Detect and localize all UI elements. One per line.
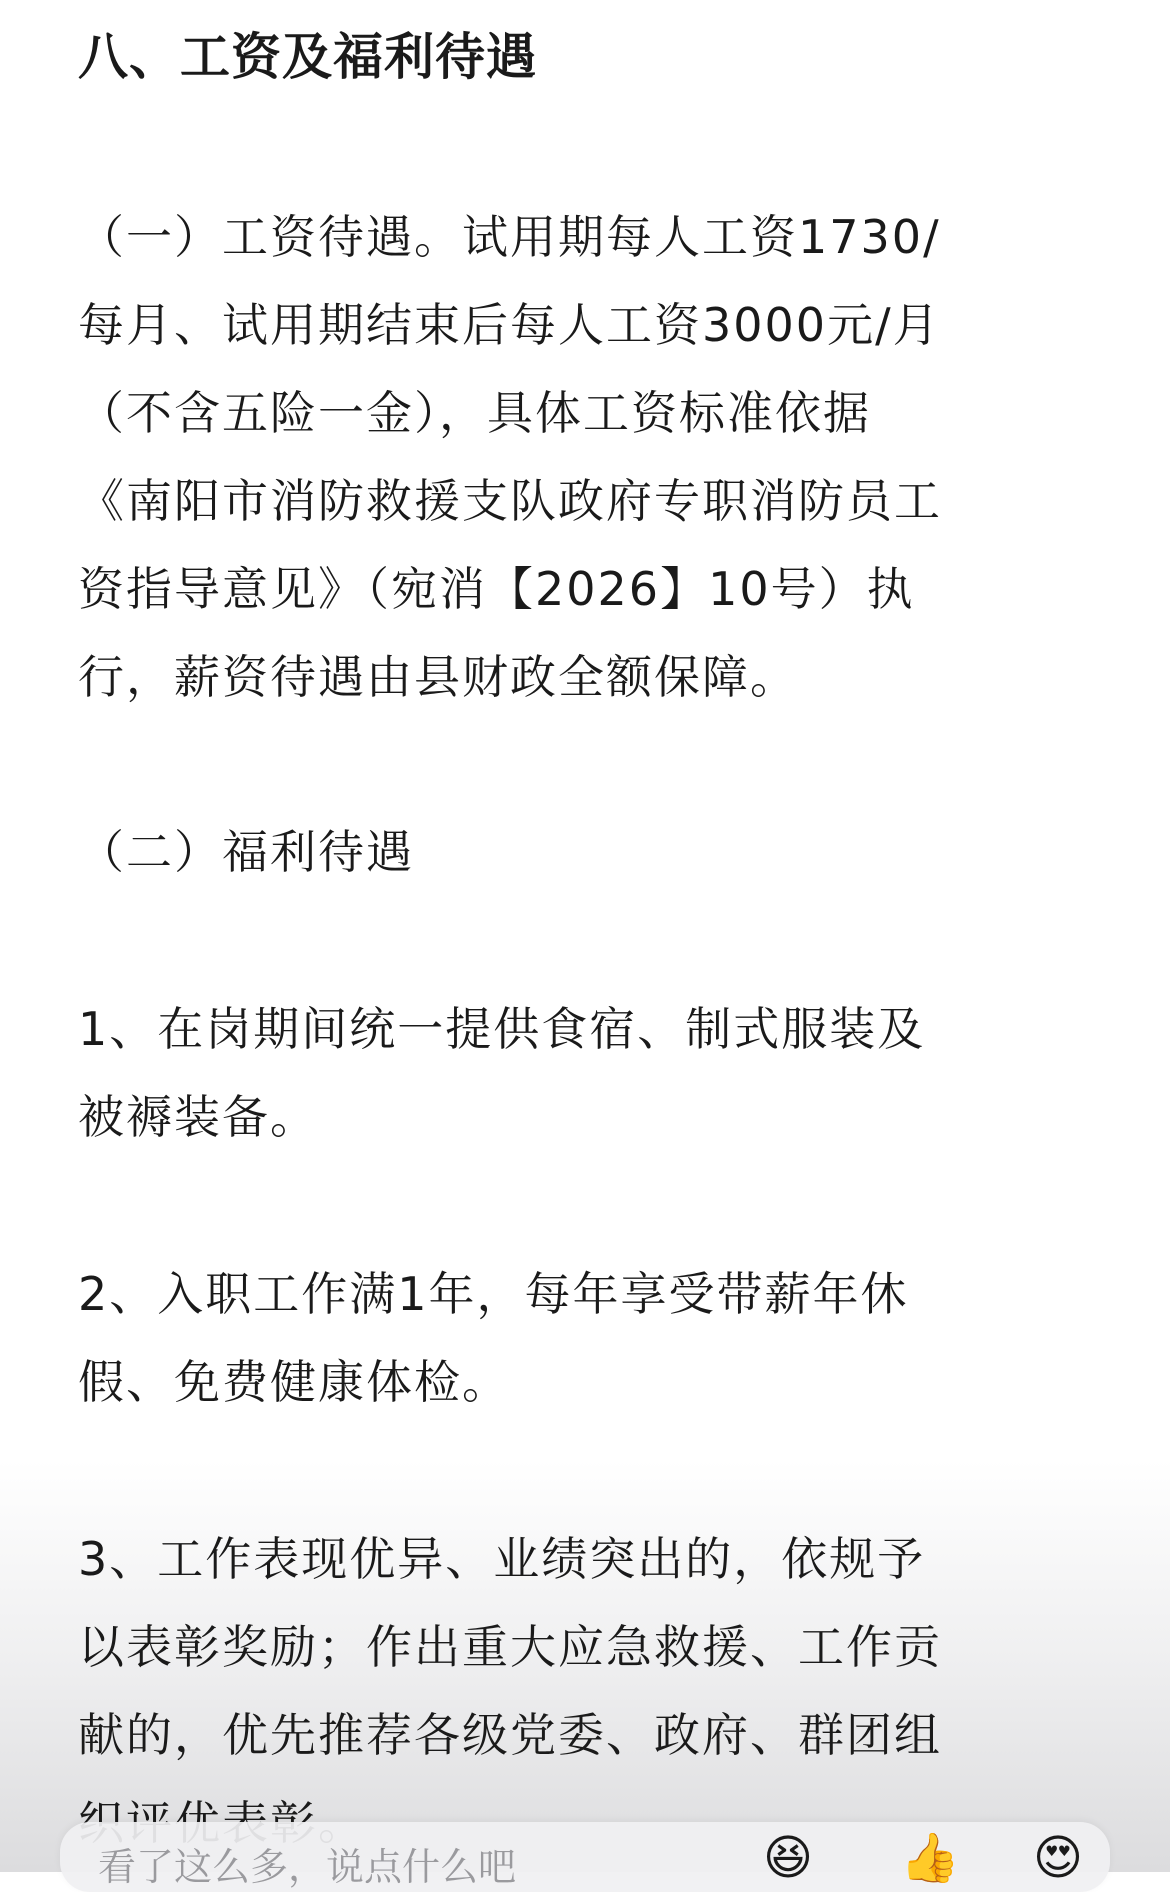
salary-paragraph [78, 193, 1098, 721]
paragraph-line: 每月、试用期结束后每人工资3000元/月 [78, 298, 941, 352]
welfare-item-3 [78, 1515, 1098, 1867]
paragraph-line: 被褥装备。 [78, 1090, 318, 1144]
thumbs-up-emoji-icon[interactable]: 👍 [900, 1830, 960, 1886]
paragraph-line: 假、免费健康体检。 [78, 1355, 510, 1409]
paragraph-line: 《南阳市消防救援支队政府专职消防员工 [78, 474, 942, 528]
comment-bar[interactable] [60, 1822, 1110, 1892]
section-heading: 八、工资及福利待遇 [78, 28, 537, 86]
paragraph-line: （不含五险一金），具体工资标准依据 [78, 386, 871, 440]
paragraph-line: 1、在岗期间统一提供食宿、制式服装及 [78, 1002, 926, 1056]
paragraph-line: 3、工作表现优异、业绩突出的，依规予 [78, 1532, 926, 1586]
subheading-text: （二）福利待遇 [78, 825, 414, 879]
paragraph-line: 以表彰奖励；作出重大应急救援、工作贡 [78, 1620, 942, 1674]
paragraph-line: 资指导意见》（宛消【2026】10号）执 [78, 562, 915, 616]
paragraph-line: 2、入职工作满1年，每年享受带薪年休 [78, 1267, 909, 1321]
welfare-subheading [78, 808, 1098, 896]
paragraph-line: （一）工资待遇。试用期每人工资1730/ [78, 210, 941, 264]
welfare-item-1 [78, 985, 1098, 1161]
paragraph-line: 献的，优先推荐各级党委、政府、群团组 [78, 1708, 942, 1762]
paragraph-line: 行，薪资待遇由县财政全额保障。 [78, 650, 798, 704]
welfare-item-2 [78, 1250, 1098, 1426]
laughing-emoji-icon[interactable]: 😆 [762, 1830, 814, 1886]
heart-eyes-emoji-icon[interactable]: 😍 [1032, 1830, 1084, 1886]
comment-input[interactable]: 看了这么多，说点什么吧 [98, 1845, 517, 1889]
